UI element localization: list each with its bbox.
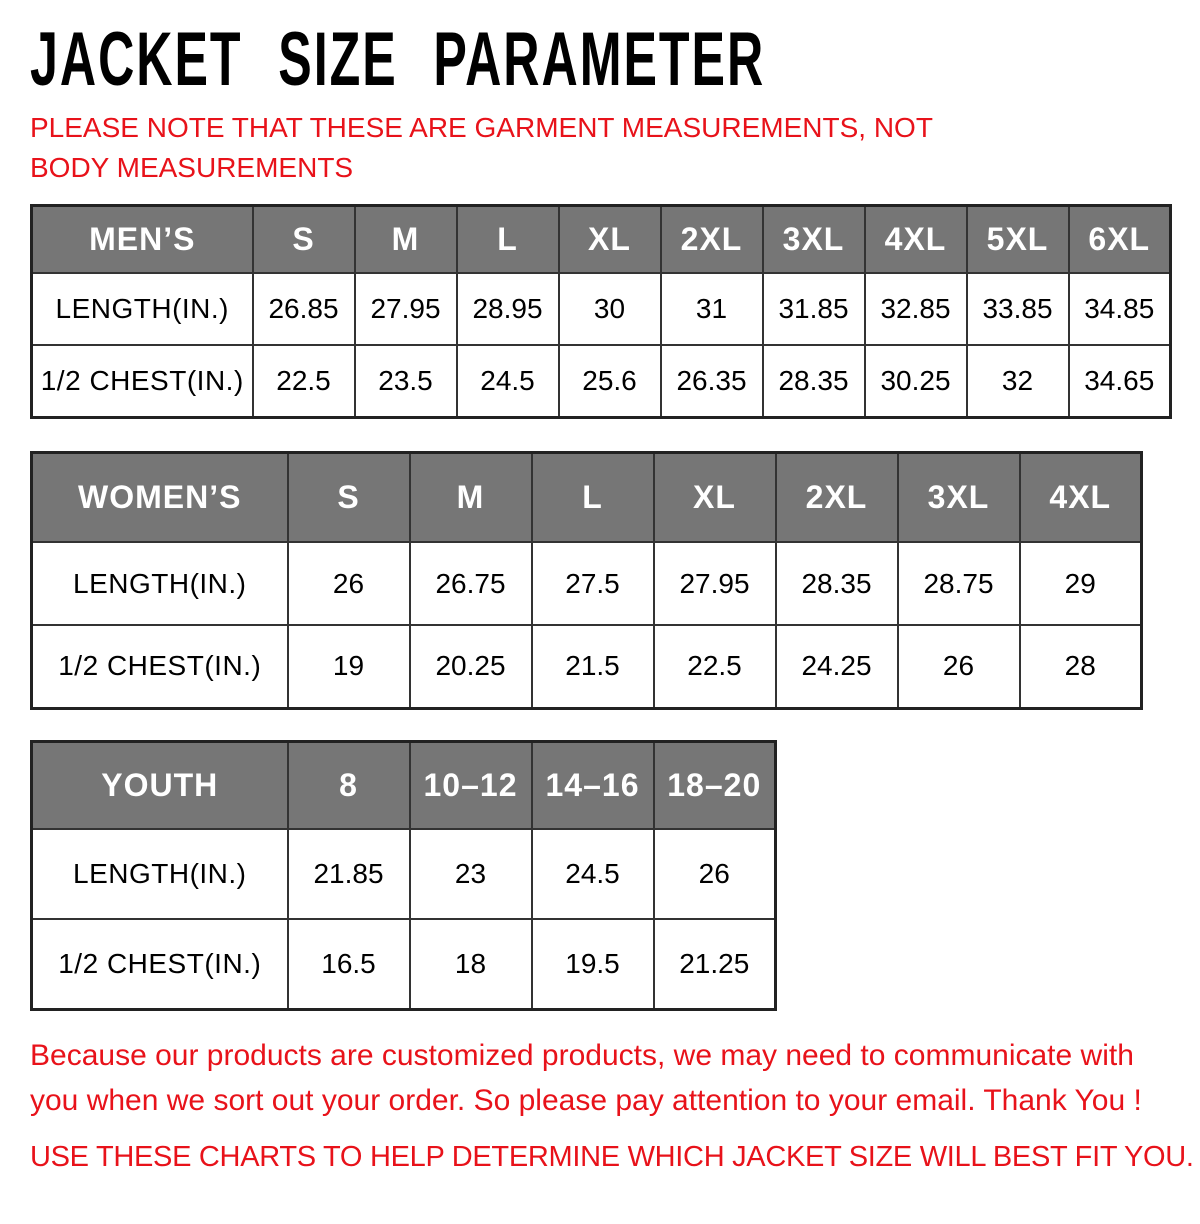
mens-length-in-value-4xl: 32.85 <box>865 273 967 345</box>
youth-size-col-18-20: 18–20 <box>654 741 776 829</box>
youth-size-table <box>30 740 777 1011</box>
womens-size-col-s: S <box>288 452 410 542</box>
youth-size-col-10-12: 10–12 <box>410 741 532 829</box>
mens-1-2-chest-in-value-xl: 25.6 <box>559 345 661 417</box>
womens-length-in-value-2xl: 28.35 <box>776 542 898 625</box>
youth-1-2-chest-in-value-10-12: 18 <box>410 919 532 1009</box>
youth-size-col-14-16: 14–16 <box>532 741 654 829</box>
mens-1-2-chest-in-value-4xl: 30.25 <box>865 345 967 417</box>
mens-length-in-value-m: 27.95 <box>355 273 457 345</box>
womens-length-in-value-m: 26.75 <box>410 542 532 625</box>
womens-row-1-2-chest-in <box>32 625 1142 708</box>
youth-size-col-8: 8 <box>288 741 410 829</box>
mens-row-label: 1/2 CHEST(IN.) <box>32 345 253 417</box>
womens-size-col-2xl: 2XL <box>776 452 898 542</box>
chart-usage-note: USE THESE CHARTS TO HELP DETERMINE WHICH JACKET SIZE WILL BEST FIT YOU. <box>30 1140 1194 1173</box>
mens-row-length-in <box>32 273 1171 345</box>
youth-length-in-value-8: 21.85 <box>288 829 410 919</box>
womens-size-col-xl: XL <box>654 452 776 542</box>
mens-length-in-value-2xl: 31 <box>661 273 763 345</box>
youth-1-2-chest-in-value-8: 16.5 <box>288 919 410 1009</box>
mens-size-col-3xl: 3XL <box>763 205 865 273</box>
womens-row-label: LENGTH(IN.) <box>32 542 288 625</box>
mens-size-col-2xl: 2XL <box>661 205 763 273</box>
mens-1-2-chest-in-value-2xl: 26.35 <box>661 345 763 417</box>
womens-size-col-m: M <box>410 452 532 542</box>
womens-size-table <box>30 451 1143 710</box>
mens-size-col-m: M <box>355 205 457 273</box>
mens-size-col-4xl: 4XL <box>865 205 967 273</box>
womens-length-in-value-xl: 27.95 <box>654 542 776 625</box>
womens-size-col-4xl: 4XL <box>1020 452 1142 542</box>
mens-1-2-chest-in-value-m: 23.5 <box>355 345 457 417</box>
womens-1-2-chest-in-value-4xl: 28 <box>1020 625 1142 708</box>
youth-row-label: LENGTH(IN.) <box>32 829 288 919</box>
youth-length-in-value-18-20: 26 <box>654 829 776 919</box>
womens-size-col-l: L <box>532 452 654 542</box>
mens-size-col-l: L <box>457 205 559 273</box>
mens-1-2-chest-in-value-s: 22.5 <box>253 345 355 417</box>
mens-length-in-value-l: 28.95 <box>457 273 559 345</box>
mens-1-2-chest-in-value-6xl: 34.65 <box>1069 345 1171 417</box>
youth-length-in-value-10-12: 23 <box>410 829 532 919</box>
womens-1-2-chest-in-value-3xl: 26 <box>898 625 1020 708</box>
custom-order-note: Because our products are customized products, we may need to communicate with you when we sort out your order. So please pay attention to your email. Thank You ! <box>30 1038 1142 1117</box>
womens-1-2-chest-in-value-2xl: 24.25 <box>776 625 898 708</box>
womens-size-col-3xl: 3XL <box>898 452 1020 542</box>
page-title-text: JACKET SIZE PARAMETER <box>30 17 766 102</box>
mens-row-label: LENGTH(IN.) <box>32 273 253 345</box>
womens-length-in-value-s: 26 <box>288 542 410 625</box>
mens-length-in-value-3xl: 31.85 <box>763 273 865 345</box>
womens-1-2-chest-in-value-s: 19 <box>288 625 410 708</box>
womens-length-in-value-4xl: 29 <box>1020 542 1142 625</box>
mens-1-2-chest-in-value-3xl: 28.35 <box>763 345 865 417</box>
mens-size-col-s: S <box>253 205 355 273</box>
mens-size-col-5xl: 5XL <box>967 205 1069 273</box>
womens-length-in-value-l: 27.5 <box>532 542 654 625</box>
youth-length-in-value-14-16: 24.5 <box>532 829 654 919</box>
youth-row-label: 1/2 CHEST(IN.) <box>32 919 288 1009</box>
mens-size-table <box>30 204 1172 419</box>
womens-table-title: WOMEN’S <box>32 452 288 542</box>
youth-row-1-2-chest-in <box>32 919 776 1009</box>
youth-1-2-chest-in-value-14-16: 19.5 <box>532 919 654 1009</box>
mens-length-in-value-xl: 30 <box>559 273 661 345</box>
mens-size-col-xl: XL <box>559 205 661 273</box>
womens-1-2-chest-in-value-l: 21.5 <box>532 625 654 708</box>
womens-length-in-value-3xl: 28.75 <box>898 542 1020 625</box>
page-title <box>30 17 1200 102</box>
mens-1-2-chest-in-value-l: 24.5 <box>457 345 559 417</box>
mens-length-in-value-5xl: 33.85 <box>967 273 1069 345</box>
mens-row-1-2-chest-in <box>32 345 1171 417</box>
womens-1-2-chest-in-value-m: 20.25 <box>410 625 532 708</box>
youth-1-2-chest-in-value-18-20: 21.25 <box>654 919 776 1009</box>
garment-measurement-note: PLEASE NOTE THAT THESE ARE GARMENT MEASUREMENTS, NOT BODY MEASUREMENTS <box>30 112 933 183</box>
mens-length-in-value-s: 26.85 <box>253 273 355 345</box>
mens-length-in-value-6xl: 34.85 <box>1069 273 1171 345</box>
youth-table-title: YOUTH <box>32 741 288 829</box>
mens-1-2-chest-in-value-5xl: 32 <box>967 345 1069 417</box>
mens-table-title: MEN’S <box>32 205 253 273</box>
mens-size-col-6xl: 6XL <box>1069 205 1171 273</box>
womens-row-label: 1/2 CHEST(IN.) <box>32 625 288 708</box>
youth-row-length-in <box>32 829 776 919</box>
womens-row-length-in <box>32 542 1142 625</box>
womens-1-2-chest-in-value-xl: 22.5 <box>654 625 776 708</box>
